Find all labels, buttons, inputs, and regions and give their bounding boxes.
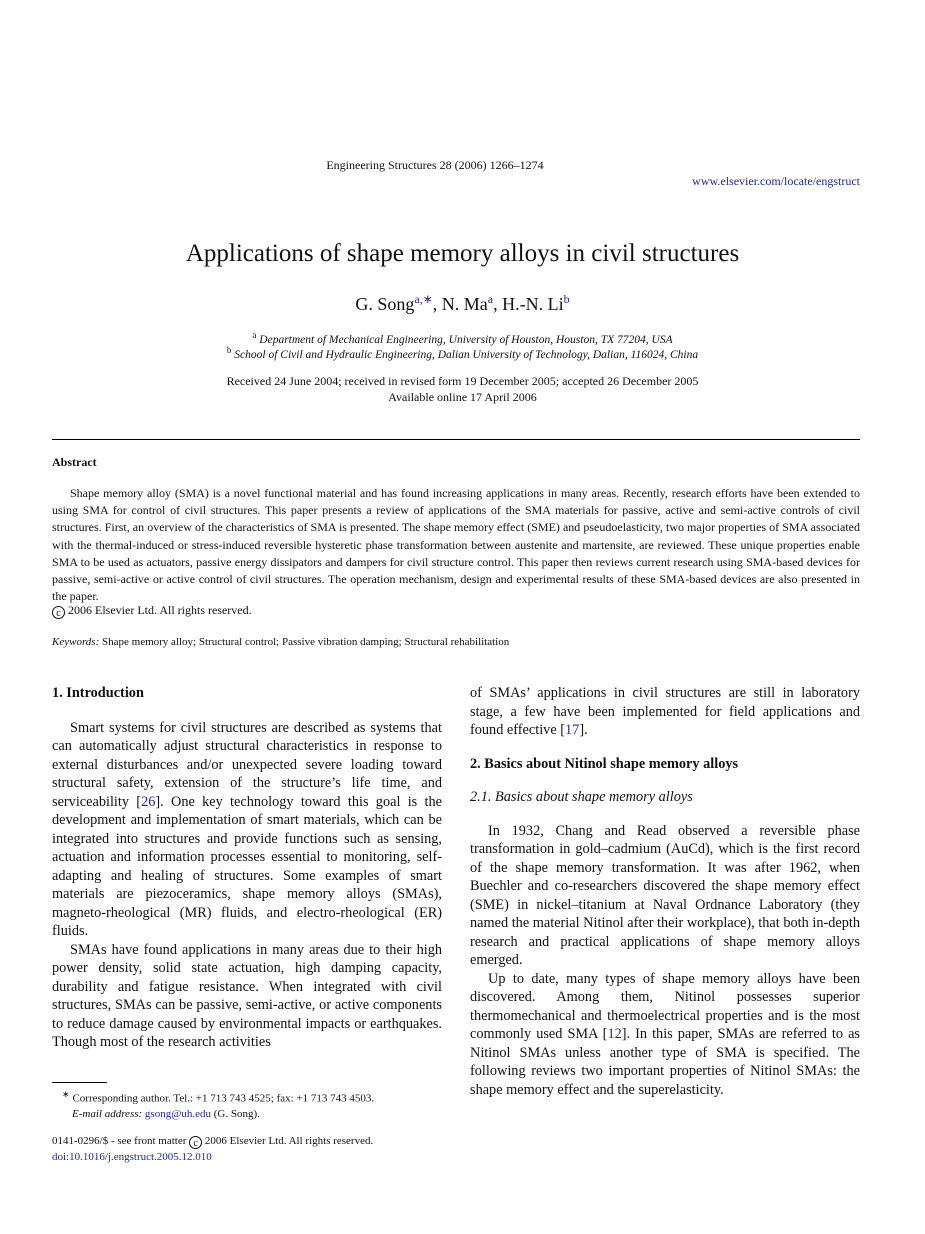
abstract-text: Shape memory alloy (SMA) is a novel functional material and has found increasing applications in many areas. Recently, research efforts have been extended to using SMA for control of civil structures. This paper presents a review of applications of the SMA materials for passive, active and semi-active controls of civil structures. First, an overview of the characteristics of SMA is presented. The shape memory effect (SME) and pseudoelasticity, two major properties of SMA associated with the thermal-induced or stress-induced reversible hysteretic phase transformation between austenite and martensite, are reviewed. These unique properties enable SMA to be used as actuators, passive energy dissipators and dampers for civil structure control. This paper then reviews current research using SMA-based devices for passive, semi-active or active control of civil structures. The operation mechanism, design and experimental results of these SMA-based devices are also presented in the paper. (52, 486, 860, 604)
affiliation-text: School of Civil and Hydraulic Engineering, Dalian University of Technology, Dalian, 116024, China (234, 348, 699, 361)
right-column (470, 684, 860, 1099)
email-suffix: (G. Song). (213, 1108, 260, 1121)
header-divider (52, 439, 860, 440)
separator: , (493, 294, 503, 314)
keywords-text: Shape memory alloy; Structural control; Passive vibration damping; Structural rehabilitation (102, 636, 510, 648)
abstract-heading: Abstract (52, 455, 97, 469)
author-list (0, 292, 925, 315)
footnote-mark: ∗ (62, 1089, 70, 1099)
journal-url-link[interactable]: www.elsevier.com/locate/engstruct (692, 174, 860, 188)
abstract-copyright (52, 603, 252, 619)
author-name: G. Song (355, 294, 415, 314)
affiliation (0, 345, 925, 361)
footnote (62, 1087, 374, 1123)
paragraph (52, 719, 442, 941)
affiliation-text: Department of Mechanical Engineering, University of Houston, Houston, TX 77204, USA (259, 333, 673, 346)
copyright-text: 2006 Elsevier Ltd. All rights reserved. (68, 603, 252, 617)
text-run: ]. One key technology toward this goal is the development and implementation of smart materials, which can be integrated into structures and provide functions such as sensing, actuation and information processes essential to monitoring, self-adapting and healing of structures. Some examples of smart materials are piezoceramics, shape memory alloys (SMAs), magneto-rheological (MR) fluids, and electro-rheological (ER) fluids. (52, 793, 443, 939)
affiliation-mark: a (252, 330, 257, 340)
separator: , (432, 294, 442, 314)
citation-link[interactable]: 12 (607, 1026, 622, 1042)
author-name: H.-N. Li (502, 294, 564, 314)
author-name: N. Ma (441, 294, 488, 314)
affiliation (0, 330, 925, 346)
received-dates: Received 24 June 2004; received in revised form 19 December 2005; accepted 26 December 2005 (226, 374, 699, 388)
text-run: Smart systems for civil structures are described as systems that can automatically adjust structural characteristics in response to external disturbances and/or unexpected severe loading toward structural safety, extension of the structure’s life time, and serviceability [ (52, 719, 442, 810)
author-affiliation-mark[interactable]: a (487, 292, 494, 306)
author-affiliation-mark[interactable]: a,∗ (414, 292, 433, 306)
subsection-heading: 2.1. Basics about shape memory alloys (470, 789, 693, 805)
copyright-text: 2006 Elsevier Ltd. All rights reserved. (204, 1135, 374, 1147)
copyright-icon: c (189, 1136, 202, 1149)
paragraph (470, 822, 860, 970)
doi-link[interactable]: doi:10.1016/j.engstruct.2005.12.010 (52, 1150, 212, 1163)
footnote-text: Corresponding author. Tel.: +1 713 743 4525; fax: +1 713 743 4503. (72, 1092, 375, 1105)
copyright-icon: c (52, 606, 65, 619)
footnote-divider (52, 1082, 107, 1083)
paragraph (470, 970, 860, 1100)
section-heading: 2. Basics about Nitinol shape memory alloys (470, 755, 739, 772)
email-label: E-mail address: (72, 1108, 143, 1121)
paragraph-continuation (470, 684, 860, 740)
keywords (52, 636, 509, 648)
text-run: Up to date, many types of shape memory alloys have been discovered. Among them, Nitinol possesses superior thermomechanical and thermoelectrical properties and is the most commonly used SMA [ (470, 970, 860, 1042)
online-date: Available online 17 April 2006 (388, 390, 537, 404)
citation-link[interactable]: 17 (565, 722, 580, 738)
author-affiliation-mark[interactable]: b (563, 292, 570, 306)
text-run: ]. In this paper, SMAs are referred to as Nitinol SMAs unless another type of SMA is specified. The following reviews two important properties of Nitinol SMAs: the shape memory effect and the superelasticity. (470, 1026, 860, 1098)
keywords-label: Keywords: (52, 636, 100, 648)
section-heading: 1. Introduction (52, 685, 144, 701)
paper-title: Applications of shape memory alloys in civil structures (185, 240, 740, 267)
email-link[interactable]: gsong@uh.edu (144, 1108, 211, 1121)
paragraph (52, 941, 442, 1052)
text-run: SMAs have found applications in many areas due to their high power density, solid state actuation, high damping capacity, durability and fatigue resistance. When integrated with civil structures, SMAs can be passive, semi-active, or active components to reduce damage caused by environmental impacts or earthquakes. Though most of the research activities (52, 941, 442, 1050)
affiliation-mark: b (226, 345, 232, 355)
left-column (52, 684, 442, 1052)
citation-link[interactable]: 26 (141, 793, 156, 810)
text-run: ]. (579, 722, 588, 738)
journal-citation: Engineering Structures 28 (2006) 1266–1274 (326, 158, 544, 172)
front-matter (52, 1134, 373, 1165)
text-run: In 1932, Chang and Read observed a reversible phase transformation in gold–cadmium (AuCd), which is the first record of the shape memory transformation. It was after 1962, when Buechler and co-researchers discovered the shape memory effect (SME) in nickel–titanium at Naval Ordnance Laboratory (they named the material Nitinol after their workplace), that both in-depth research and practical applications of shape memory alloys emerged. (470, 822, 860, 968)
issn-text: 0141-0296/$ - see front matter (52, 1135, 187, 1147)
text-run: of SMAs’ applications in civil structures are still in laboratory stage, a few have been implemented for field applications and found effective [ (470, 685, 860, 738)
